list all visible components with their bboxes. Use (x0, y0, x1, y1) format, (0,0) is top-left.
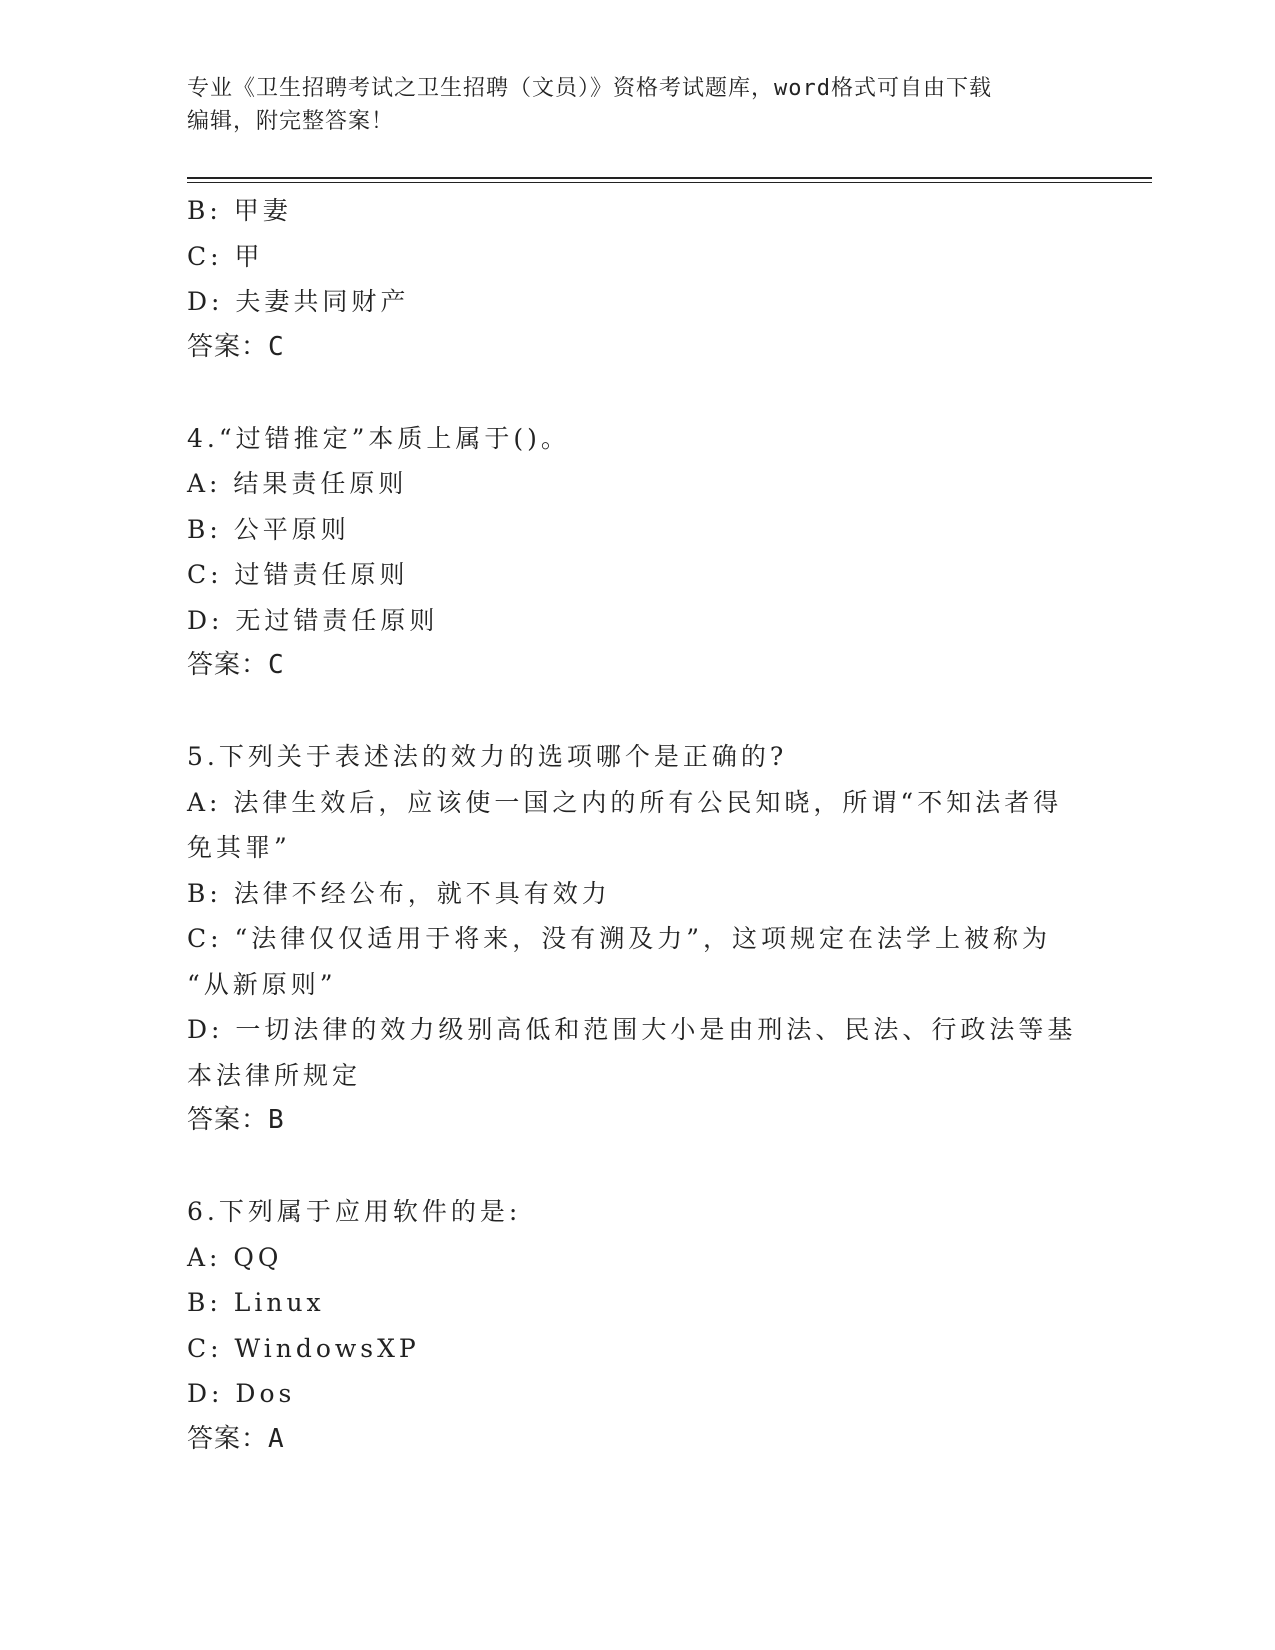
option-a: A: QQ (187, 1242, 283, 1272)
option-a: A: 结果责任原则 (187, 469, 408, 498)
question-list (187, 188, 1077, 1462)
document-header (187, 72, 1077, 138)
answer: 答案：B (187, 1105, 285, 1135)
option-b: B: Linux (187, 1288, 325, 1317)
header-divider-thin (187, 182, 1152, 183)
option-d: D: 一切法律的效力级别高低和范围大小是由刑法、民法、行政法等基 (187, 1015, 1077, 1044)
option-d: D: 无过错责任原则 (187, 605, 439, 635)
option-c-continued: “从新原则” (187, 969, 337, 999)
option-a-continued: 免其罪” (187, 833, 291, 862)
option-a: A: 法律生效后，应该使一国之内的所有公民知晓，所谓“不知法者得 (187, 787, 1063, 817)
question-5 (187, 734, 1077, 1144)
option-b: B: 公平原则 (187, 514, 350, 544)
question-text: 6.下列属于应用软件的是: (187, 1197, 522, 1226)
spacer (187, 370, 1077, 416)
option-d: D: Dos (187, 1379, 296, 1408)
question-3-continued (187, 188, 1077, 370)
option-d: D: 夫妻共同财产 (187, 287, 410, 316)
answer: 答案：C (187, 650, 285, 680)
spacer (187, 1144, 1077, 1190)
question-text: 4.“过错推定”本质上属于()。 (187, 423, 570, 453)
question-4 (187, 416, 1077, 689)
question-text: 5.下列关于表述法的效力的选项哪个是正确的? (187, 742, 788, 771)
answer: 答案：A (187, 1423, 285, 1454)
option-c: C: 过错责任原则 (187, 560, 409, 589)
answer: 答案：C (187, 331, 285, 362)
question-6 (187, 1189, 1077, 1462)
header-divider-thick (187, 177, 1152, 179)
header-line-1: 专业《卫生招聘考试之卫生招聘（文员）》资格考试题库，word格式可自由下载 (187, 76, 992, 101)
option-b: B: 法律不经公布，就不具有效力 (187, 878, 611, 908)
option-b: B: 甲妻 (187, 196, 292, 225)
option-c: C: 甲 (187, 241, 264, 271)
spacer (187, 689, 1077, 735)
header-line-2: 编辑，附完整答案！ (187, 109, 395, 134)
option-c: C: “法律仅仅适用于将来，没有溯及力”，这项规定在法学上被称为 (187, 924, 1052, 953)
option-c: C: WindowsXP (187, 1333, 420, 1363)
option-d-continued: 本法律所规定 (187, 1060, 362, 1090)
